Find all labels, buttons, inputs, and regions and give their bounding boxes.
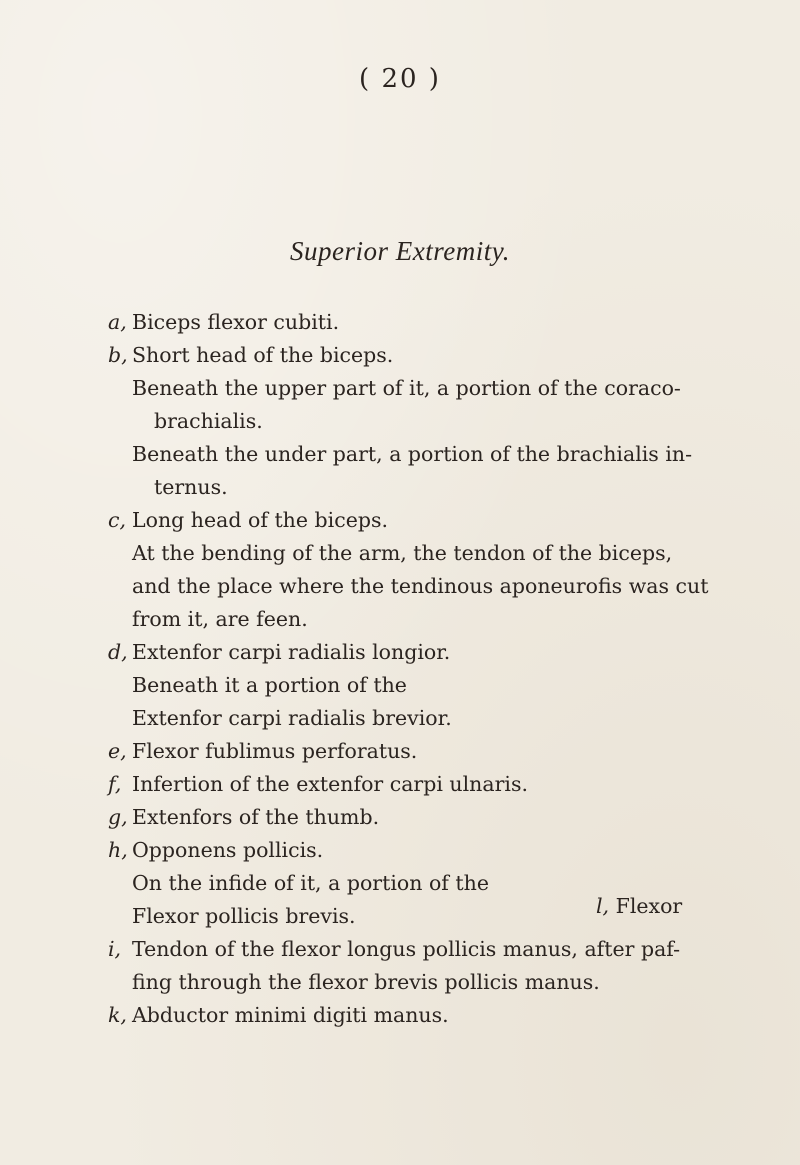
legend-text: Beneath the upper part of it, a portion of the coraco- [132,376,681,400]
legend-key: f, [108,772,122,796]
catchword-key: l, [596,894,610,918]
legend-item [108,834,708,867]
legend-continuation [108,603,708,636]
legend-text: from it, are feen. [132,607,308,631]
legend-item [108,768,708,801]
legend-text: Flexor pollicis brevis. [132,904,356,928]
legend-key: d, [108,640,128,664]
legend-continuation [108,669,708,702]
legend-key: c, [108,508,126,532]
legend-text: Flexor fublimus perforatus. [132,739,418,763]
legend-text: Biceps flexor cubiti. [132,310,340,334]
catchword-text: Flexor [615,894,683,918]
legend-item [108,801,708,834]
page-number: ( 20 ) [359,64,441,94]
legend-item [108,306,708,339]
legend-text: Beneath the under part, a portion of the brachialis in- [132,442,693,466]
legend-text: Long head of the biceps. [132,508,388,532]
legend-key: h, [108,838,128,862]
legend-continuation [108,405,708,438]
legend-item [108,999,708,1032]
legend-text: Extenfor carpi radialis brevior. [132,706,452,730]
legend-continuation [108,570,708,603]
legend-text: Abductor minimi digiti manus. [132,1003,449,1027]
legend-continuation [108,537,708,570]
legend-text: and the place where the tendinous aponeurofis was cut [132,574,709,598]
section-title: Superior Extremity. [290,236,510,266]
legend-key: g, [108,805,128,829]
legend-continuation [108,471,708,504]
legend-key: b, [108,343,128,367]
legend-text: Extenfor carpi radialis longior. [132,640,451,664]
legend-key: a, [108,310,127,334]
legend-text: Tendon of the flexor longus pollicis manus, after paf- [132,937,681,961]
legend-continuation [108,702,708,735]
legend-item [108,735,708,768]
legend-key: i, [108,937,122,961]
legend-item [108,636,708,669]
legend-text: Short head of the biceps. [132,343,394,367]
legend-text: On the infide of it, a portion of the [132,871,489,895]
legend-continuation [108,966,708,999]
legend-continuation [108,372,708,405]
legend-text: fing through the flexor brevis pollicis manus. [132,970,600,994]
legend-item [108,339,708,372]
catchword [596,894,682,918]
legend-text: At the bending of the arm, the tendon of the biceps, [132,541,673,565]
legend-continuation [108,438,708,471]
legend-text: Extenfors of the thumb. [132,805,380,829]
legend-list [108,306,708,1032]
legend-text: Beneath it a portion of the [132,673,407,697]
legend-text: brachialis. [154,409,263,433]
legend-item [108,933,708,966]
legend-text: ternus. [154,475,228,499]
legend-item [108,504,708,537]
legend-text: Opponens pollicis. [132,838,324,862]
legend-key: e, [108,739,127,763]
legend-key: k, [108,1003,127,1027]
legend-text: Infertion of the extenfor carpi ulnaris. [132,772,528,796]
